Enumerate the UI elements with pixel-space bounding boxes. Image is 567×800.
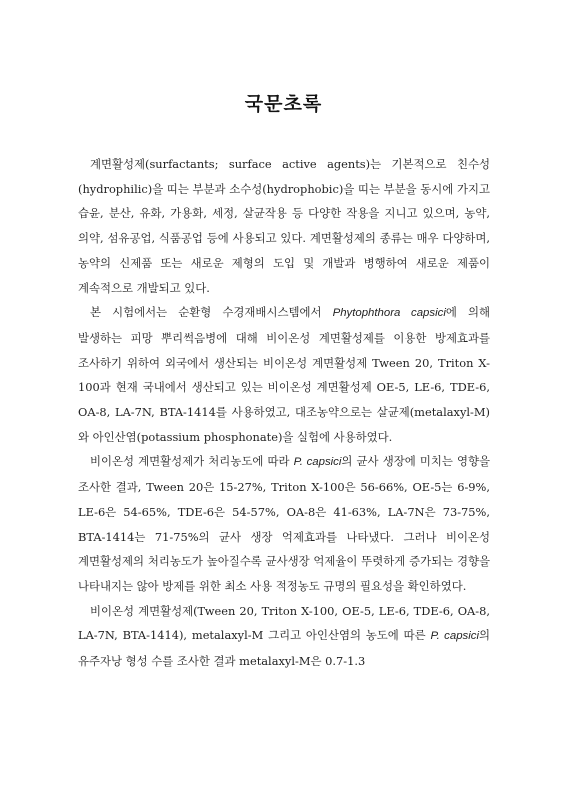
abstract-paragraph <box>78 300 490 449</box>
abstract-body <box>78 152 490 674</box>
abstract-paragraph <box>78 599 490 674</box>
abstract-paragraph <box>78 449 490 598</box>
abstract-title: 국문초록 <box>244 93 323 115</box>
species-name: Phytophthora capsici <box>332 307 446 320</box>
paragraph-text: 의 균사 생장에 미치는 영향을 조사한 결과, Tween 20은 15-27%, Triton X-100은 56-66%, OE-5는 6-9%, LE-6은 54-65%, TDE-6은 54-57%, OA-8은 41-63%, LA-7N은 73-75%, BTA-1414는 71-75%의 균사 생장 억제효과를 나타냈다. 그러나 비이온성 계면활성제의 처리농도가 높아질수록 균사생장 억제율이 뚜렷하게 증가되는 경향을 나타내지는 않아 방제를 위한 최소 사용 적정농도 규명의 필요성을 확인하였다. <box>78 454 490 593</box>
paragraph-text: 비이온성 계면활성제(Tween 20, Triton X-100, OE-5, LE-6, TDE-6, OA-8, LA-7N, BTA-1414), metalaxyl-M 그리고 아인산염의 농도에 따른 <box>78 603 490 643</box>
paragraph-text: 본 시험에서는 순환형 수경재배시스템에서 <box>90 305 333 320</box>
paragraph-text: 계면활성제(surfactants; surface active agents)는 기본적으로 친수성(hydrophilic)을 띠는 부분과 소수성(hydrophobic)을 띠는 부분을 동시에 가지고 습윤, 분산, 유화, 가용화, 세정, 살균작용 등 다양한 작용을 지니고 있으며, 농약, 의약, 섬유공업, 식품공업 등에 사용되고 있다. 계면활성제의 종류는 매우 다양하며, 농약의 신제품 또는 새로운 제형의 도입 및 개발과 병행하여 새로운 제품이 계속적으로 개발되고 있다. <box>78 157 490 295</box>
species-name: P. capsici <box>430 630 479 643</box>
species-name: P. capsici <box>293 456 342 469</box>
abstract-paragraph <box>78 152 490 300</box>
paragraph-text: 에 의해 발생하는 피망 뿌리썩음병에 대해 비이온성 계면활성제를 이용한 방제효과를 조사하기 위하여 외국에서 생산되는 비이온성 계면활성제 Tween 20, Triton X-100과 현재 국내에서 생산되고 있는 비이온성 계면활성제 OE-5, LE-6, TDE-6, OA-8, LA-7N, BTA-1414를 사용하였고, 대조농약으로는 살균제(metalaxyl-M)와 아인산염(potassium phosphonate)을 실험에 사용하였다. <box>78 305 491 444</box>
paragraph-text: 의 유주자낭 형성 수를 조사한 결과 metalaxyl-M은 0.7-1.3 <box>78 628 490 669</box>
paragraph-text: 비이온성 계면활성제가 처리농도에 따라 <box>90 454 294 469</box>
